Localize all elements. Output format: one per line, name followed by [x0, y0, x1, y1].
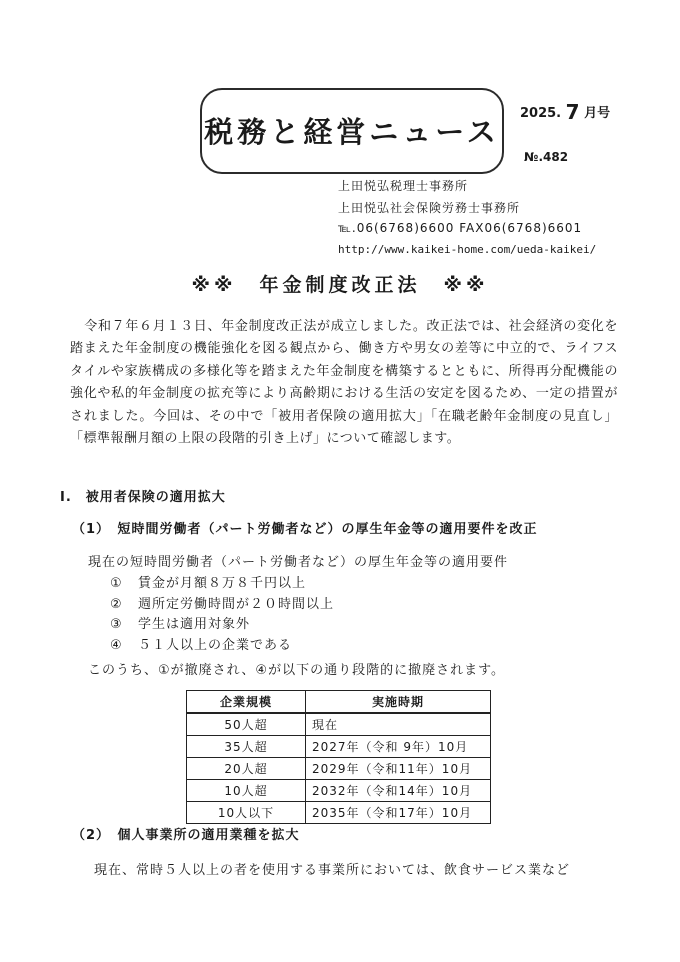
table-row [187, 736, 491, 758]
newsletter-title: 税務と経営ニュース [204, 115, 500, 149]
list-item [110, 572, 334, 593]
office-name-tax: 上田悦弘税理士事務所 [338, 179, 469, 193]
table-row [187, 713, 491, 736]
table-row [187, 758, 491, 780]
office-url[interactable]: http://www.kaikei-home.com/ueda-kaikei/ [338, 243, 597, 256]
sub2-heading: （2） 個人事業所の適用業種を拡大 [72, 828, 300, 843]
list-item-text: 学生は適用対象外 [138, 617, 251, 632]
table-row [187, 780, 491, 802]
issue-year: 2025. [520, 106, 562, 121]
list-item-number: ② [110, 596, 123, 612]
issue-number: №.482 [524, 150, 569, 164]
sub1-heading: （1） 短時間労働者（パート労働者など）の厚生年金等の適用要件を改正 [72, 522, 538, 537]
section1-heading: Ⅰ. 被用者保険の適用拡大 [60, 490, 226, 505]
office-name-sr: 上田悦弘社会保険労務士事務所 [338, 201, 521, 215]
table-header-row [187, 691, 491, 714]
table-cell: 2035年（令和17年）10月 [306, 802, 491, 824]
table-cell: 20人超 [187, 758, 306, 780]
list-item [110, 613, 334, 634]
requirement-list [110, 572, 334, 654]
list-item-text: 週所定労働時間が２０時間以上 [138, 596, 335, 612]
sub1-note: このうち、①が撤廃され、④が以下の通り段階的に撤廃されます。 [88, 663, 506, 678]
table-cell: 10人超 [187, 780, 306, 802]
table-cell: 10人以下 [187, 802, 306, 824]
office-phone-fax: ℡.06(6768)6600 FAX06(6768)6601 [338, 221, 583, 235]
sub1-lead: 現在の短時間労働者（パート労働者など）の厚生年金等の適用要件 [88, 555, 509, 570]
list-item-number: ① [110, 576, 123, 591]
article-headline: ※※ 年金制度改正法 ※※ [191, 274, 489, 296]
issue-month-suffix: 月号 [584, 106, 611, 121]
table-cell: 現在 [306, 713, 491, 736]
table-cell: 2029年（令和11年）10月 [306, 758, 491, 780]
table-cell: 35人超 [187, 736, 306, 758]
table-cell: 2027年（令和 9年）10月 [306, 736, 491, 758]
list-item-text: 賃金が月額８万８千円以上 [138, 576, 307, 591]
table-cell: 50人超 [187, 713, 306, 736]
list-item [110, 593, 334, 614]
table-header-date: 実施時期 [306, 691, 491, 714]
issue-month: 7 [565, 100, 580, 124]
list-item-text: ５１人以上の企業である [138, 637, 293, 653]
table-header-size: 企業規模 [187, 691, 306, 714]
list-item-number: ④ [110, 637, 123, 653]
intro-text: 令和７年６月１３日、年金制度改正法が成立しました。改正法では、社会経済の変化を踏まえた年金制度の機能強化を図る観点から、働き方や男女の差等に中立的で、ライフスタイルや家族構成の多様化等を踏まえた年金制度を構築するとともに、所得再分配機能の強化や私的年金制度の拡充等により高齢期における生活の安定を図るため、一定の措置がされました。今回は、その中で「被用者保険の適用拡大」「在職老齢年金制度の見直し」「標準報酬月額の上限の段階的引き上げ」について確認します。 [70, 319, 618, 447]
table-cell: 2032年（令和14年）10月 [306, 780, 491, 802]
schedule-table [186, 690, 491, 824]
table-row [187, 802, 491, 824]
list-item [110, 634, 334, 655]
intro-paragraph [70, 316, 618, 450]
list-item-number: ③ [110, 617, 123, 632]
sub2-text: 現在、常時５人以上の者を使用する事業所においては、飲食サービス業など [94, 863, 571, 878]
issue-date [520, 98, 610, 122]
